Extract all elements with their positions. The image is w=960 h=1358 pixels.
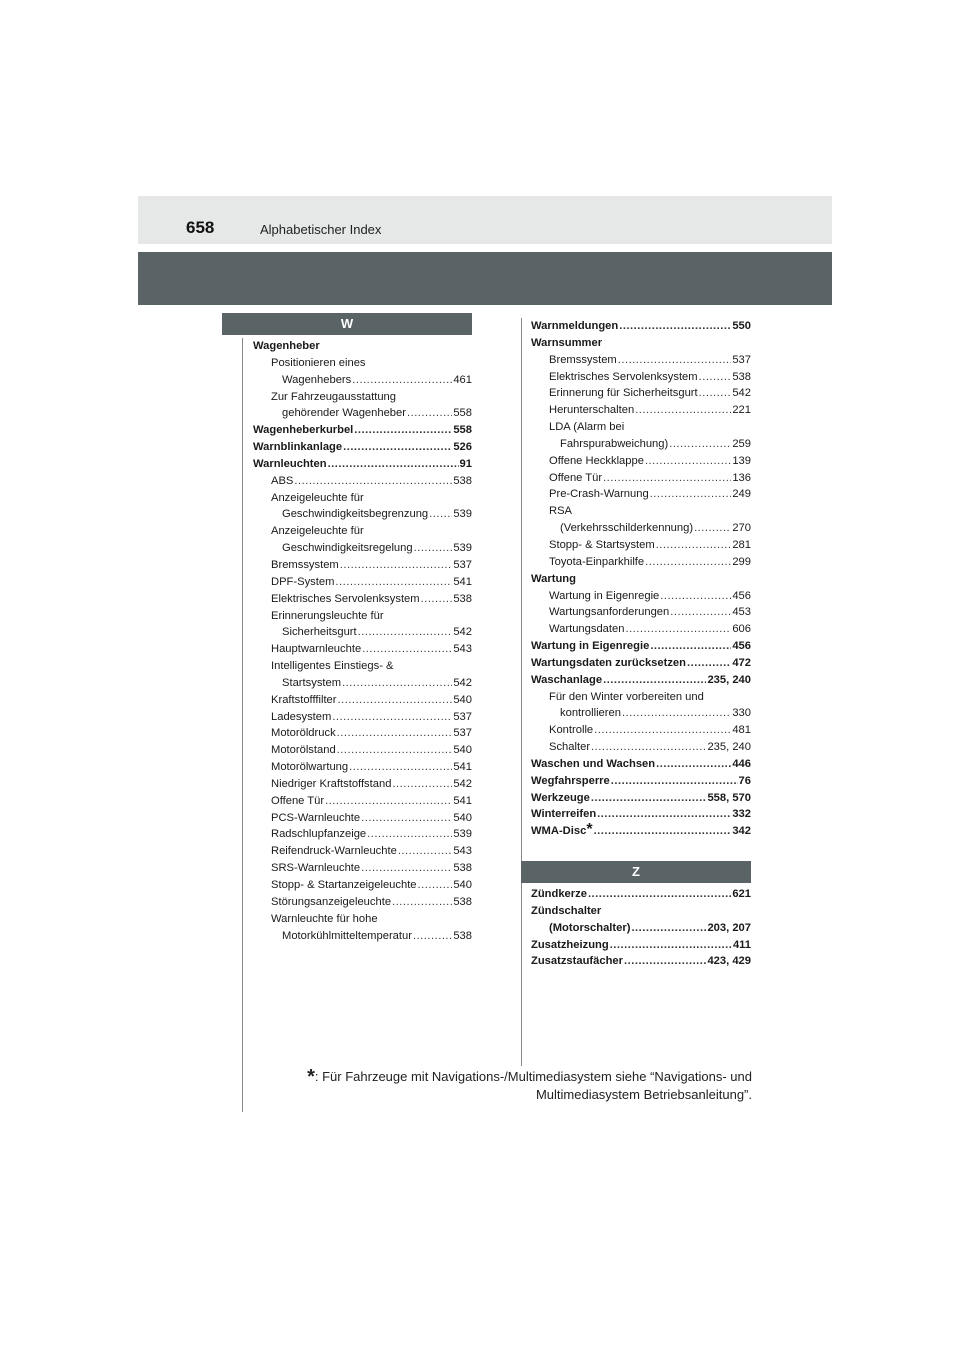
entry-term: Kraftstofffilter — [271, 693, 337, 706]
index-entry — [531, 722, 751, 739]
entry-term: Motorkühlmitteltemperatur — [282, 929, 412, 942]
index-entry — [253, 759, 472, 776]
entry-page: 537 — [453, 727, 472, 740]
index-entry — [253, 826, 472, 843]
chapter-banner — [138, 252, 832, 305]
index-entry — [253, 793, 472, 810]
entry-term: Wartung in Eigenregie — [531, 640, 650, 653]
index-entry — [253, 557, 472, 574]
leader-dots — [414, 540, 453, 557]
entry-page: 456 — [732, 589, 751, 602]
entry-page: 249 — [732, 488, 751, 501]
entry-term: Schalter — [549, 741, 591, 754]
index-entry — [253, 894, 472, 911]
section-letter-z: Z — [521, 861, 751, 883]
leader-dots — [603, 672, 706, 689]
index-entry — [253, 439, 472, 456]
index-entry — [531, 903, 751, 920]
index-entry — [531, 537, 751, 554]
entry-term: Zündschalter — [531, 904, 602, 917]
index-entry — [253, 372, 472, 389]
entry-page: 537 — [453, 558, 472, 571]
index-entry — [253, 608, 472, 625]
entry-page: 538 — [732, 370, 751, 383]
entry-page: 139 — [732, 454, 751, 467]
entry-page: 481 — [732, 724, 751, 737]
entry-page: 538 — [453, 895, 472, 908]
leader-dots — [294, 473, 452, 490]
index-entry — [253, 725, 472, 742]
entry-page: 456 — [732, 640, 751, 653]
entry-term: Werkzeuge — [531, 791, 590, 804]
entry-page: 299 — [732, 555, 751, 568]
entry-term: Motorölwartung — [271, 761, 349, 774]
entry-page: 76 — [738, 774, 751, 787]
entry-page: 621 — [732, 888, 751, 900]
index-entry — [253, 860, 472, 877]
entry-term: Motorölstand — [271, 744, 336, 757]
index-entry — [531, 436, 751, 453]
entry-page: 526 — [453, 441, 472, 454]
entry-term: Offene Tür — [549, 471, 603, 484]
entry-page: 537 — [453, 710, 472, 723]
index-column-left — [253, 338, 472, 944]
leader-dots — [669, 436, 731, 453]
entry-term: PCS-Warnleuchte — [271, 811, 361, 824]
entry-page: 538 — [453, 929, 472, 942]
index-entry — [531, 655, 751, 672]
index-entry — [253, 523, 472, 540]
leader-dots — [591, 790, 707, 807]
index-entry — [531, 886, 751, 903]
entry-term: Wagenheberkurbel — [253, 424, 354, 437]
leader-dots — [421, 591, 453, 608]
index-entry — [531, 520, 751, 537]
leader-dots — [699, 369, 732, 386]
entry-term: Warnblinkanlage — [253, 441, 343, 454]
leader-dots — [342, 675, 452, 692]
entry-term: LDA (Alarm bei — [549, 421, 625, 434]
entry-term: DPF-System — [271, 575, 335, 588]
index-entry — [531, 705, 751, 722]
leader-dots — [340, 557, 453, 574]
entry-page: 423, 429 — [707, 955, 751, 968]
leader-dots — [619, 318, 731, 335]
entry-page: 543 — [453, 845, 472, 858]
index-entry — [531, 937, 751, 954]
leader-dots — [670, 604, 731, 621]
leader-dots — [392, 894, 452, 911]
index-entry — [253, 456, 472, 473]
index-entry — [253, 389, 472, 406]
section-letter-w: W — [222, 313, 472, 335]
entry-term: Warnmeldungen — [531, 320, 619, 332]
entry-term: Intelligentes Einstiegs- & — [271, 660, 394, 673]
entry-term: Erinnerungsleuchte für — [271, 609, 384, 622]
entry-term: Positionieren eines — [271, 356, 366, 369]
entry-term: Elektrisches Servolenksystem — [549, 370, 698, 383]
leader-dots — [594, 823, 732, 840]
leader-dots — [335, 574, 452, 591]
entry-page: 539 — [453, 508, 472, 521]
section-title: Alphabetischer Index — [260, 222, 382, 237]
index-entry — [531, 638, 751, 655]
entry-page: 606 — [732, 623, 751, 636]
index-entry — [253, 405, 472, 422]
index-entry — [531, 621, 751, 638]
leader-dots — [367, 826, 452, 843]
entry-term: (Verkehrsschilderkennung) — [560, 522, 694, 535]
index-entry — [253, 490, 472, 507]
entry-page: 542 — [732, 387, 751, 400]
entry-page: 537 — [732, 353, 751, 366]
leader-dots — [591, 739, 706, 756]
entry-term: gehörender Wagenheber — [282, 407, 406, 420]
leader-dots — [362, 641, 452, 658]
entry-term: Elektrisches Servolenksystem — [271, 592, 420, 605]
leader-dots — [343, 439, 452, 456]
leader-dots — [635, 402, 731, 419]
index-entry — [253, 506, 472, 523]
entry-page: 235, 240 — [707, 741, 751, 754]
column-divider — [521, 318, 522, 1066]
index-entry — [531, 773, 751, 790]
entry-term: Offene Heckklappe — [549, 454, 644, 467]
leader-dots — [325, 793, 452, 810]
index-entry — [253, 473, 472, 490]
leader-dots — [413, 928, 452, 945]
entry-page: 330 — [732, 707, 751, 720]
leader-dots — [332, 709, 452, 726]
entry-term: Offene Tür — [271, 794, 325, 807]
entry-term: Bremssystem — [549, 353, 617, 366]
entry-term: Anzeigeleuchte für — [271, 491, 364, 504]
index-entry — [531, 739, 751, 756]
index-entry — [531, 756, 751, 773]
index-entry — [531, 369, 751, 386]
entry-term: RSA — [549, 505, 573, 518]
leader-dots — [645, 554, 731, 571]
leader-dots — [429, 506, 452, 523]
entry-term: Bremssystem — [271, 558, 339, 571]
entry-page: 342 — [732, 825, 751, 838]
leader-dots — [650, 486, 732, 503]
entry-term: Ladesystem — [271, 710, 332, 723]
entry-page: 461 — [453, 373, 472, 386]
index-entry — [531, 790, 751, 807]
leader-dots — [361, 810, 452, 827]
index-entry — [253, 338, 472, 355]
entry-page: 543 — [453, 643, 472, 656]
index-entry — [531, 588, 751, 605]
entry-term: Herunterschalten — [549, 404, 635, 417]
leader-dots — [361, 860, 452, 877]
footnote-line-1: : Für Fahrzeuge mit Navigations-/Multimediasystem siehe “Navigations- und — [314, 1069, 752, 1084]
left-margin-rule — [242, 338, 243, 1112]
entry-term: Reifendruck-Warnleuchte — [271, 845, 397, 858]
entry-term: Zur Fahrzeugausstattung — [271, 390, 396, 403]
entry-term: Wartungsanforderungen — [549, 606, 670, 619]
entry-term: Wartung in Eigenregie — [549, 589, 660, 602]
entry-term: Toyota-Einparkhilfe — [549, 555, 645, 568]
entry-term: Warnleuchten — [253, 457, 327, 470]
index-entry — [531, 453, 751, 470]
leader-dots — [354, 422, 452, 439]
leader-dots — [687, 655, 731, 672]
index-entry — [253, 877, 472, 894]
entry-term: Geschwindigkeitsbegrenzung — [282, 508, 429, 521]
leader-dots — [694, 520, 731, 537]
entry-term: WMA-Disc — [531, 825, 587, 838]
index-entry — [531, 470, 751, 487]
entry-page: 540 — [453, 744, 472, 757]
entry-term: Waschanlage — [531, 673, 603, 686]
entry-term: ABS — [271, 474, 294, 487]
leader-dots — [624, 953, 706, 970]
entry-term: Warnsummer — [531, 336, 603, 349]
index-entry — [531, 689, 751, 706]
entry-term: kontrollieren — [560, 707, 621, 720]
index-entry — [253, 928, 472, 945]
leader-dots — [650, 638, 731, 655]
leader-dots — [328, 456, 459, 473]
footnote-line-2: Multimediasystem Betriebsanleitung”. — [535, 1087, 752, 1102]
index-entry — [253, 540, 472, 557]
entry-term: Motoröldruck — [271, 727, 336, 740]
entry-term: Stopp- & Startsystem — [549, 538, 655, 551]
entry-term: Wagenheber — [253, 340, 320, 352]
index-entry — [253, 658, 472, 675]
entry-term: Störungsanzeigeleuchte — [271, 895, 392, 908]
entry-page: 541 — [453, 761, 472, 774]
entry-term: Zusatzstaufächer — [531, 955, 624, 968]
leader-dots — [611, 773, 738, 790]
entry-term: Wegfahrsperre — [531, 774, 610, 787]
leader-dots — [358, 624, 453, 641]
leader-dots — [337, 725, 453, 742]
index-entry — [253, 692, 472, 709]
leader-dots — [656, 756, 731, 773]
entry-page: 539 — [453, 828, 472, 841]
entry-page: 281 — [732, 538, 751, 551]
index-entry — [531, 318, 751, 335]
index-entry — [531, 920, 751, 937]
leader-dots — [588, 886, 731, 903]
entry-term: Zündkerze — [531, 888, 587, 900]
entry-page: 91 — [459, 457, 472, 470]
leader-dots — [594, 722, 731, 739]
entry-term: Niedriger Kraftstoffstand — [271, 777, 392, 790]
entry-term: Waschen und Wachsen — [531, 757, 656, 770]
index-entry: WMA-Disc * ..... 342 — [531, 823, 751, 840]
entry-page: 541 — [453, 575, 472, 588]
leader-dots — [645, 453, 731, 470]
index-entry — [531, 806, 751, 823]
entry-term: Kontrolle — [549, 724, 594, 737]
entry-term: Wartungsdaten — [549, 623, 625, 636]
entry-page: 538 — [453, 474, 472, 487]
index-entry — [531, 385, 751, 402]
entry-term: Wartungsdaten zurücksetzen — [531, 656, 686, 669]
entry-term: Wagenhebers — [282, 373, 352, 386]
index-entry — [531, 571, 751, 588]
entry-page: 259 — [732, 437, 751, 450]
leader-dots — [660, 588, 731, 605]
leader-dots — [618, 352, 732, 369]
entry-page: 538 — [453, 862, 472, 875]
entry-term: Warnleuchte für hohe — [271, 912, 378, 925]
index-entry — [253, 355, 472, 372]
entry-page: 235, 240 — [707, 673, 751, 686]
entry-page: 540 — [453, 811, 472, 824]
entry-page: 550 — [732, 320, 751, 332]
entry-page: 411 — [732, 938, 751, 951]
index-entry — [253, 776, 472, 793]
index-entry — [531, 554, 751, 571]
page-number: 658 — [186, 218, 215, 237]
leader-dots — [699, 385, 732, 402]
leader-dots — [603, 470, 731, 487]
leader-dots — [418, 877, 453, 894]
index-entry — [531, 402, 751, 419]
index-entry — [253, 843, 472, 860]
entry-page: 136 — [732, 471, 751, 484]
entry-page: 558, 570 — [707, 791, 751, 804]
entry-term: Erinnerung für Sicherheitsgurt — [549, 387, 698, 400]
index-entry — [531, 953, 751, 970]
leader-dots — [392, 776, 452, 793]
index-entry — [531, 672, 751, 689]
entry-page: 221 — [732, 404, 751, 417]
index-entry — [253, 911, 472, 928]
index-entry — [253, 574, 472, 591]
index-entry — [253, 422, 472, 439]
entry-term: SRS-Warnleuchte — [271, 862, 361, 875]
entry-page: 332 — [732, 808, 751, 821]
entry-term: Startsystem — [282, 676, 342, 689]
leader-dots — [338, 692, 453, 709]
leader-dots — [352, 372, 452, 389]
entry-page: 539 — [453, 542, 472, 555]
index-entry — [531, 604, 751, 621]
index-entry — [253, 810, 472, 827]
entry-term: Radschlupfanzeige — [271, 828, 367, 841]
index-entry — [253, 591, 472, 608]
index-entry — [531, 503, 751, 520]
leader-dots — [597, 806, 731, 823]
entry-page: 542 — [453, 676, 472, 689]
entry-term: Geschwindigkeitsregelung — [282, 542, 413, 555]
index-entry — [253, 624, 472, 641]
index-entry — [531, 486, 751, 503]
entry-term: Anzeigeleuchte für — [271, 525, 364, 538]
entry-term: (Motorschalter) — [549, 921, 631, 934]
index-entry — [531, 352, 751, 369]
entry-page: 538 — [453, 592, 472, 605]
entry-page: 558 — [453, 424, 472, 437]
entry-page: 270 — [732, 522, 751, 535]
entry-term: Sicherheitsgurt — [282, 626, 357, 639]
entry-term: Fahrspurabweichung) — [560, 437, 669, 450]
entry-page: 542 — [453, 777, 472, 790]
entry-term: Zusatzheizung — [531, 938, 609, 951]
index-entry — [253, 641, 472, 658]
entry-term: Wartung — [531, 572, 576, 585]
entry-page: 542 — [453, 626, 472, 639]
leader-dots — [407, 405, 452, 422]
entry-term: Für den Winter vorbereiten und — [549, 690, 704, 703]
index-column-right-w — [531, 318, 751, 840]
index-entry — [253, 742, 472, 759]
entry-page: 453 — [732, 606, 751, 619]
leader-dots — [656, 537, 732, 554]
header-bar — [138, 196, 832, 244]
entry-term: Pre-Crash-Warnung — [549, 488, 649, 501]
leader-dots — [610, 937, 732, 954]
entry-page: 472 — [732, 656, 751, 669]
leader-dots — [631, 920, 706, 937]
index-entry — [253, 675, 472, 692]
entry-page: 540 — [453, 879, 472, 891]
index-entry — [253, 709, 472, 726]
entry-page: 541 — [453, 794, 472, 807]
entry-term: Hauptwarnleuchte — [271, 643, 362, 656]
footnote-star: * — [307, 1066, 315, 1088]
leader-dots — [622, 705, 731, 722]
index-entry — [531, 335, 751, 352]
footnote — [282, 1068, 752, 1104]
leader-dots — [337, 742, 453, 759]
entry-term: Stopp- & Startanzeigeleuchte — [271, 879, 417, 891]
leader-dots — [398, 843, 453, 860]
entry-term: Winterreifen — [531, 808, 597, 821]
leader-dots — [349, 759, 452, 776]
index-entry — [531, 419, 751, 436]
entry-page: 446 — [732, 757, 751, 770]
index-column-right-z — [531, 886, 751, 970]
entry-page: 540 — [453, 693, 472, 706]
entry-page: 203, 207 — [707, 921, 751, 934]
leader-dots — [625, 621, 731, 638]
entry-page: 558 — [453, 407, 472, 420]
